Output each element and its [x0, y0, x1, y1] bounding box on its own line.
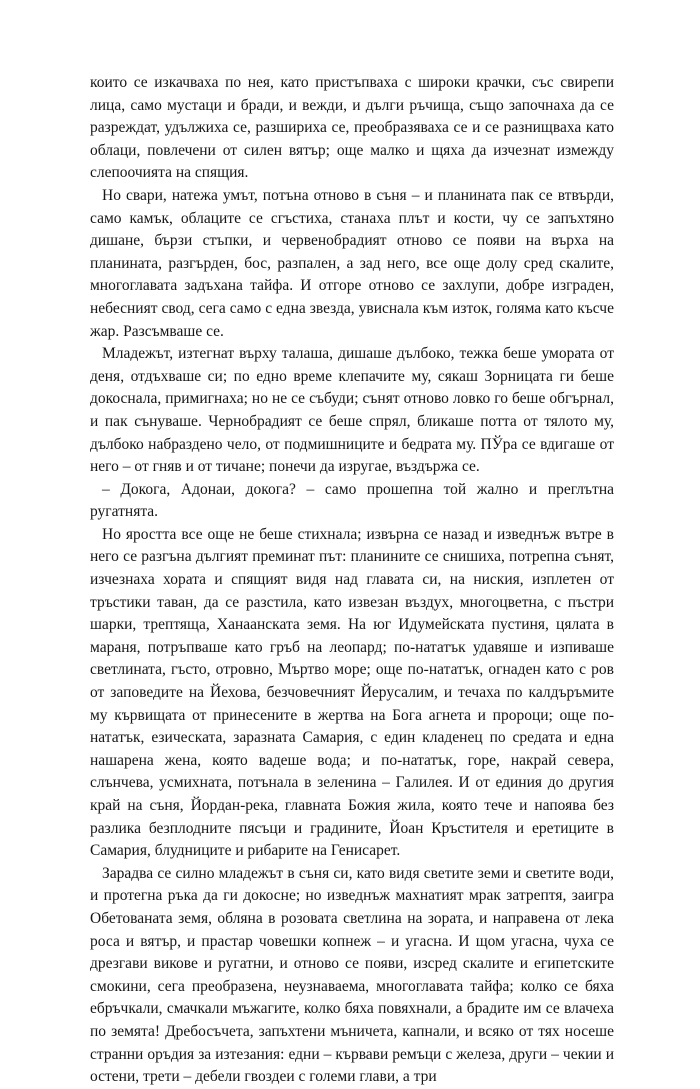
paragraph-3: Младежът, изтегнат върху талаша, дишаше дълбоко, тежка беше умората от деня, отдъхваше си; по едно време клепачите му, сякаш Зорницата ги беше докоснала, примигнаха; но не се събуди; сънят отново ловко го беше обгърнал, и пак сънуваше. Чернобрадият се беше спрял, бликаше потта от тялото му, дълбоко набраздено чело, от подмишниците и бедрата му. ПЎра се вдигаше от него – от гняв и от тичане; понечи да изругае, въздържа се.	[90, 345, 614, 476]
paragraph-6: Зарадва се силно младежът в съня си, като видя светите земи и светите води, и протегна ръка да ги докосне; но изведнъж махнатият мрак затрептя, заигра Обетованата земя, обляна в розовата светлина на зората, и направена от лека роса и вятър, и прастар човешки копнеж – и угасна. И щом угасна, чуха се дрезгави викове и ругатни, и отново се появи, изсред скалите и египетските смокини, сега преобразена, неузнаваема, многоглавата тайфа; колко се бяха ебръчкали, смачкали мъжагите, колко бяха повяхнали, а брадите им се влачеха по земята! Дребосъчета, запъхтени мъничета, капнали, и всяко от тях носеше странни оръдия за изтезания: едни – кървави ремъци с железа, други – чекии и остени, трети – дебели гвоздеи с големи глави, а три	[90, 864, 614, 1086]
paragraph-1: които се изкачваха по нея, като пристъпваха с широки крачки, със свирепи лица, само мустаци и бради, и вежди, и дълги ръчища, също започнаха да се разреждат, удължиха се, разшириха се, преобразяваха се и се разнищваха като облаци, повлечени от силен вятър; още малко и щяха да изчезнат измежду слепоочията на спящия.	[90, 74, 614, 182]
paragraph-5: Но яростта все още не беше стихнала; извърна се назад и изведнъж вътре в него се разгъна дългият преминат път: планините се снишиха, потрепна сънят, изчезнаха хората и спящият видя над главата си, на ниския, изплетен от тръстики таван, да се разстила, като извезан въздух, многоцветна, с пъстри шарки, трептяща, Ханаанската земя. На юг Идумейската пустиня, цялата в мараня, потръпваше като гръб на леопард; по-нататък удавяше и изпиваше светлината, гъсто, отровно, Мъртво море; още по-нататък, огнаден като с ров от заповедите на Йехова, безчовечният Йерусалим, и течаха по калдъръмите му кървищата от принесените в жертва на Бога агнета и пророци; още по-нататък, езическата, заразната Самария, с един кладенец по средата и една нашарена жена, която вадеше вода; и по-нататък, горе, накрай севера, слънчева, усмихната, потънала в зеленина – Галилея. И от единия до другия край на съня, Йордан-река, главната Божия жила, която тече и напоява без разлика безплодните пясъци и градините, Йоан Кръстителя и еретиците в Самария, блудниците и рибарите на Генисарет.	[90, 525, 614, 860]
document-page	[90, 72, 614, 1089]
paragraph-2: Но свари, натежа умът, потъна отново в съня – и планината пак се втвърди, само камък, облаците се сгъстиха, станаха плът и кости, чу се запъхтяно дишане, бързи стъпки, и червенобрадият отново се появи на върха на планината, разгърден, бос, разпален, а зад него, все още долу сред скалите, многоглавата задъхана тайфа. И отгоре отново се захлупи, добре изграден, небесният свод, сега само с една звезда, увиснала към изток, голяма като късче жар. Разсъмваше се.	[90, 186, 614, 340]
paragraph-4: – Докога, Адонаи, докога? – само прошепна той жално и преглътна ругатнята.	[90, 480, 614, 521]
